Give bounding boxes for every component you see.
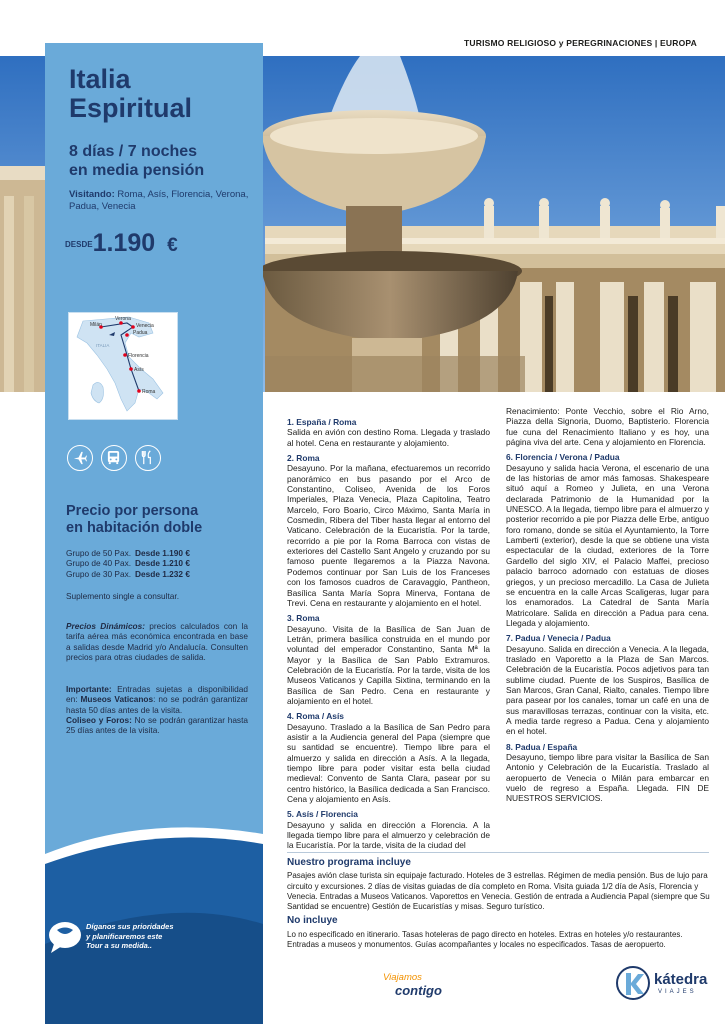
important-note: Importante: Entradas sujetas a disponibilidad en: Museos Vaticanos: no se podrán garantizar hasta 50 días antes de la visita. Coliseo y Foros: No se podrán garantizar hasta 25 días antes de la visita. bbox=[66, 684, 249, 736]
wave-decoration bbox=[45, 794, 263, 1024]
not-included-title: No incluye bbox=[287, 915, 338, 927]
day-text: Renacimiento: Ponte Vecchio, sobre el Rio Arno, Piazza della Signoria, Duomo, Baptisterio. Florencia fue cuna del Renacimiento Italiano y es hoy, una página viva del arte. Cena y alojamiento en Florencia. bbox=[506, 406, 709, 448]
group-price-list bbox=[66, 548, 190, 579]
price-row: Grupo de 40 Pax. Desde 1.210 € bbox=[66, 558, 190, 569]
itinerary-column-2 bbox=[506, 406, 709, 804]
katedra-logo: kátedra VIAJES bbox=[616, 963, 716, 1003]
info-sidebar bbox=[45, 43, 263, 1024]
itinerary-column-1 bbox=[287, 417, 490, 851]
katedra-logo-mark bbox=[616, 965, 650, 1001]
day-title: 1. España / Roma bbox=[287, 417, 357, 427]
day-text: Desayuno. Visita de la Basílica de San Juan de Letrán, primera basílica construida en el mundo por voluntad del emperador Constantino, Santa Mª la Mayor y la Basílica de San Pablo Extramuros. Celebración de la Eucaristía. Por la tarde, visita de los Museos Vaticanos y Capilla Sixtina, terminando en la Basílica de San Pedro. Cena en restaurante y alojamiento en el hotel. bbox=[287, 623, 490, 706]
trip-duration: 8 días / 7 noches en media pensión bbox=[69, 143, 205, 179]
day-title: 6. Florencia / Verona / Padua bbox=[506, 452, 620, 463]
day-title: 7. Padua / Venecia / Padua bbox=[506, 633, 611, 644]
map-label-italia: ITALIA bbox=[96, 343, 110, 348]
day-text: Desayuno. Traslado a la Basílica de San Pedro para asistir a la Audiencia general del Papa (siempre que su santidad se encuentre). Tiempo libre para el almuerzo y salida en dirección a Asís. A la llegada, tiempo libre para poder visitar esta bella ciudad medieval: Convento de Santa Clara, pasear por su centro histórico, la Basílica dedicada a San Francisco. Cena y alojamiento en Asís. bbox=[287, 721, 490, 805]
visiting-places: Visitando: Roma, Asís, Florencia, Verona, Padua, Venecia bbox=[69, 189, 249, 212]
day-text: Desayuno, tiempo libre para visitar la Basílica de San Antonio y Celebración de la Eucaristía. Traslado al aeropuerto de Venecia o Milán para embarcar en vuelo de regreso a España. Llegada. FIN DE NUESTROS SERVICIOS. bbox=[506, 752, 709, 804]
italy-map-illustration bbox=[69, 313, 177, 419]
not-included-text: Lo no especificado en itinerario. Tasas hoteleras de pago directo en hoteles. Extras en hoteles y/o restaurantes. Entradas a museos y monumentos. Guías acompañantes y locales no especificados. Tasas de aeropuerto. bbox=[287, 929, 683, 950]
includes-text: Pasajes avión clase turista sin equipaje facturado. Hoteles de 3 estrellas. Régimen de media pensión. Bus de lujo para circuito y excursiones. 2 días de visitas guiadas de día completo en Roma. Visita guiada 1/2 día de Asís, Florencia y Venecia. Entradas a Museos Vaticanos. Vaporettos en Venecia. Gestión de entrada a Audiencia Papal (siempre que Su Santidad se encuentre) Gestión de Eucaristías y misas. Seguro turístico. bbox=[287, 871, 710, 912]
viajamos-contigo-logo: Viajamos contigo bbox=[383, 972, 442, 998]
includes-section bbox=[287, 858, 710, 950]
map-label-florencia: Florencia bbox=[128, 353, 149, 359]
day-title: 8. Padua / España bbox=[506, 741, 578, 752]
map-label-asis: Asís bbox=[134, 367, 144, 373]
day-text: Salida en avión con destino Roma. Llegada y traslado al hotel. Cena en restaurante y alojamiento. bbox=[287, 427, 490, 448]
plane-icon bbox=[67, 445, 93, 471]
day-text: Desayuno. Salida en dirección a Venecia. A la llegada, traslado en Vaporetto a la Plaza de San Marcos. Celebración de la Eucaristía. Pocos adjetivos para tan sublime ciudad. Puente de los Suspiros, Basílica de San Marcos, Gran Canal, Rialto, canales. Tiempo libre para pasear por los canales, tomar un café en una de sus maravillosas terrazas, continuar con la visita, etc. A media tarde regreso a Padua. Cena y alojamiento en el hotel. bbox=[506, 643, 709, 737]
pricing-title: Precio por persona en habitación doble bbox=[66, 503, 203, 536]
single-supplement: Suplemento single a consultar. bbox=[66, 591, 180, 601]
includes-title: Nuestro programa incluye bbox=[287, 857, 411, 868]
bus-icon bbox=[101, 445, 127, 471]
price-from: $^{DESDE}$1.190 € bbox=[65, 229, 178, 257]
trip-title: Italia Espiritual bbox=[69, 64, 193, 123]
divider bbox=[287, 852, 709, 853]
day-title: 2. Roma bbox=[287, 453, 320, 464]
route-map bbox=[68, 312, 178, 420]
day-text: Desayuno. Por la mañana, efectuaremos un recorrido panorámico en bus pasando por el Arco de Constantino, Coliseo, Avenida de los Foros Imperiales, Plaza Venecia, Plaza Capitolina, Teatro Marcelo, Foro Boario, Circo Máximo, Santa María in Cosmedin, Ribera del Tiber hasta llegar al entorno del Vaticano. Celebración de la Eucaristía. Por la tarde, recorrido a pie por la Roma Barroca con vistas de exteriores del Castello Sant Angelo y cruzando por su famoso puente llegaremos a la Piazza Navona. Podemos continuar por San Luis de los Franceses con los famosos cuadros de Caravaggio, Pantheon, Basílica Santa María Sopra Minerva, Fontana de Trevi. Cena en restaurante y alojamiento en el hotel. bbox=[287, 463, 490, 608]
map-label-padua: Padua bbox=[133, 330, 148, 336]
day-title: 3. Roma bbox=[287, 613, 320, 624]
chat-bubble-icon bbox=[48, 920, 82, 954]
category-label: TURISMO RELIGIOSO y PEREGRINACIONES | EUROPA bbox=[464, 38, 697, 48]
day-text: Desayuno y salida hacia Verona, el escenario de una de las historias de amor más famosas. Shakespeare situó aquí a Romeo y Julieta, en una Verona declarada Patrimonio de la Humanidad por la UNESCO. A la llegada, tiempo libre para el almuerzo y posterior recorrido a pie por Piazza delle Erbe, antiguo foro romano, donde se sitúa el Ayuntamiento, la Torre Lamberti (exterior), desde la que se obtiene una vista espectacular de la ciudad, exteriores de la Torre Gardello del siglo XIV, el Palacio Maffei, precioso palacio barroco adornado con estatuas de dioses griegos, y un precioso mercadillo. La Casa de Julieta se encuentra en la calle Arcas Scaligeras, lugar para los enamorados. La Catedral de Santa María Matricolare. Salida en dirección a Padua para cena. Llegada y alojamiento. bbox=[506, 462, 709, 628]
price-row: Grupo de 30 Pax. Desde 1.232 € bbox=[66, 568, 190, 579]
day-title: 4. Roma / Asís bbox=[287, 711, 344, 722]
price-row: Grupo de 50 Pax. Desde 1.190 € bbox=[66, 548, 190, 558]
map-label-verona: Verona bbox=[115, 316, 131, 322]
dynamic-prices-note: Precios Dinámicos: precios calculados con la tarifa aérea más económica encontrada en base a salidas desde Madrid y/o Andalucía. Consulten precios para otras ciudades de salida. bbox=[66, 621, 248, 662]
map-label-venecia: Venecia bbox=[136, 323, 154, 329]
cutlery-icon bbox=[135, 445, 161, 471]
day-text: Desayuno y salida en dirección a Florencia. A la llegada tiempo libre para el almuerzo y celebración de la Eucaristía. Por la tarde, visita de la ciudad del bbox=[287, 819, 490, 851]
day-title: 5. Asís / Florencia bbox=[287, 809, 358, 820]
map-label-milan: Milán bbox=[90, 322, 102, 328]
map-label-roma: Roma bbox=[142, 389, 156, 395]
